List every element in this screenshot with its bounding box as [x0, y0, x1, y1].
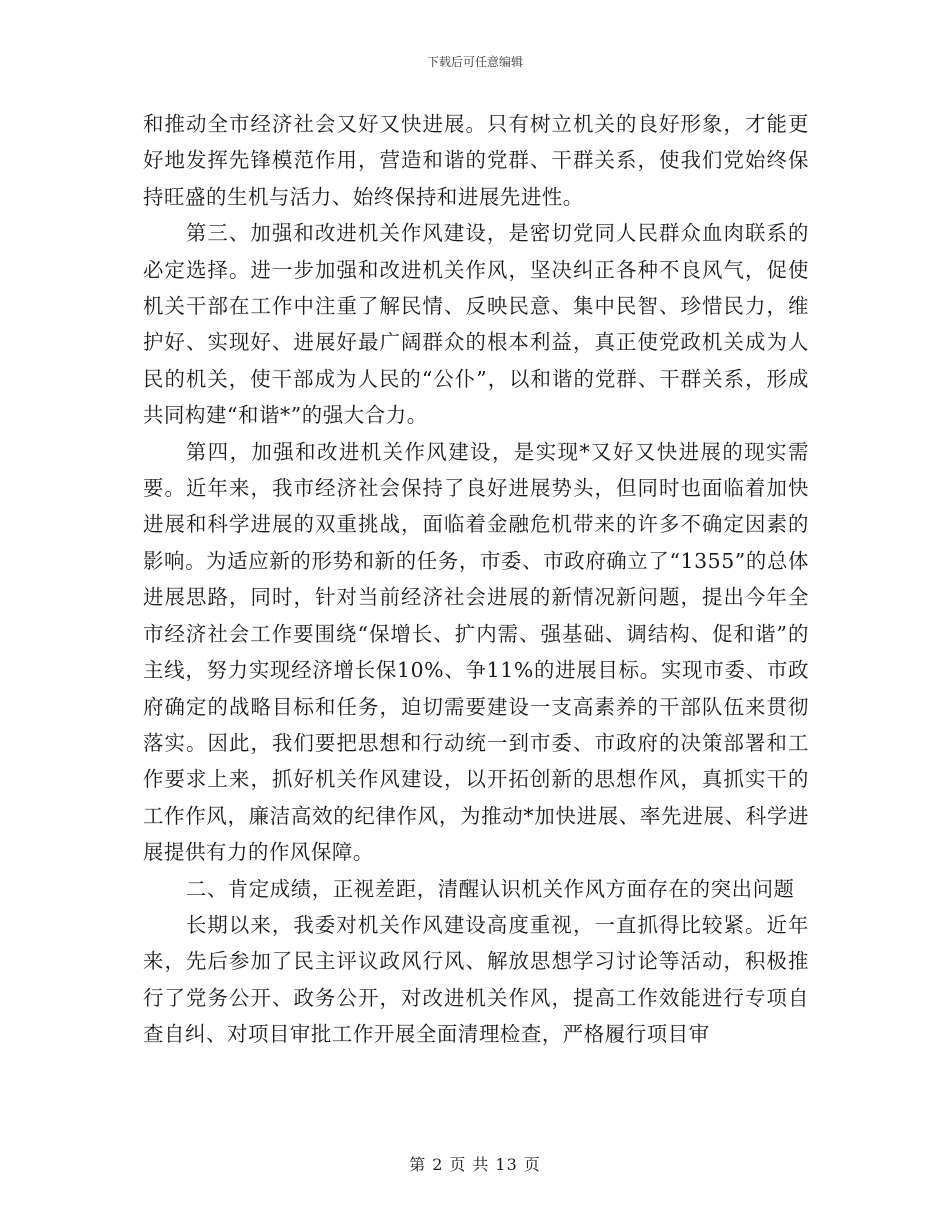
- footer-total-pages: 13: [495, 1155, 518, 1174]
- paragraph-4: 长期以来，我委对机关作风建设高度重视，一直抓得比较紧。近年来，先后参加了民主评议政风行风、解放思想学习讨论等活动，积极推行了党务公开、政务公开，对改进机关作风，提高工作效能进行专项自查自纠、对项目审批工作开展全面清理检查，严格履行项目审: [143, 912, 809, 1047]
- document-body: [143, 106, 809, 1053]
- footer-total-word: 共: [472, 1155, 490, 1174]
- footer-page-word: 页: [449, 1155, 467, 1174]
- paragraph-1: 和推动全市经济社会又好又快进展。只有树立机关的良好形象，才能更好地发挥先锋模范作用，营造和谐的党群、干群关系，使我们党始终保持旺盛的生机与活力、始终保持和进展先进性。: [143, 112, 809, 209]
- page-header-note: 下载后可任意编辑: [426, 55, 523, 69]
- paragraph-2: 第三、加强和改进机关作风建设，是密切党同人民群众血肉联系的必定选择。进一步加强和改进机关作风，坚决纠正各种不良风气，促使机关干部在工作中注重了解民情、反映民意、集中民智、珍惜民力，维护好、实现好、进展好最广阔群众的根本利益，真正使党政机关成为人民的机关，使干部成为人民的“公仆”，以和谐的党群、干群关系，形成共同构建“和谐*”的强大合力。: [143, 221, 809, 428]
- section-heading-2: 二、肯定成绩，正视差距，清醒认识机关作风方面存在的突出问题: [185, 876, 795, 901]
- footer-prefix: 第: [409, 1155, 427, 1174]
- paragraph-3: 第四，加强和改进机关作风建设，是实现*又好又快进展的现实需要。近年来，我市经济社会保持了良好进展势头，但同时也面临着加快进展和科学进展的双重挑战，面临着金融危机带来的许多不确定因素的影响。为适应新的形势和新的任务，市委、市政府确立了“1355”的总体进展思路，同时，针对当前经济社会进展的新情况新问题，提出今年全市经济社会工作要围绕“保增长、扩内需、强基础、调结构、促和谐”的主线，努力实现经济增长保10%、争11%的进展目标。实现市委、市政府确定的战略目标和任务，迫切需要建设一支高素养的干部队伍来贯彻落实。因此，我们要把思想和行动统一到市委、市政府的决策部署和工作要求上来，抓好机关作风建设，以开拓创新的思想作风，真抓实干的工作作风，廉洁高效的纪律作风，为推动*加快进展、率先进展、科学进展提供有力的作风保障。: [143, 439, 809, 865]
- footer-suffix: 页: [523, 1155, 541, 1174]
- footer-current-page: 2: [432, 1155, 444, 1174]
- page-number-footer: [0, 1152, 950, 1175]
